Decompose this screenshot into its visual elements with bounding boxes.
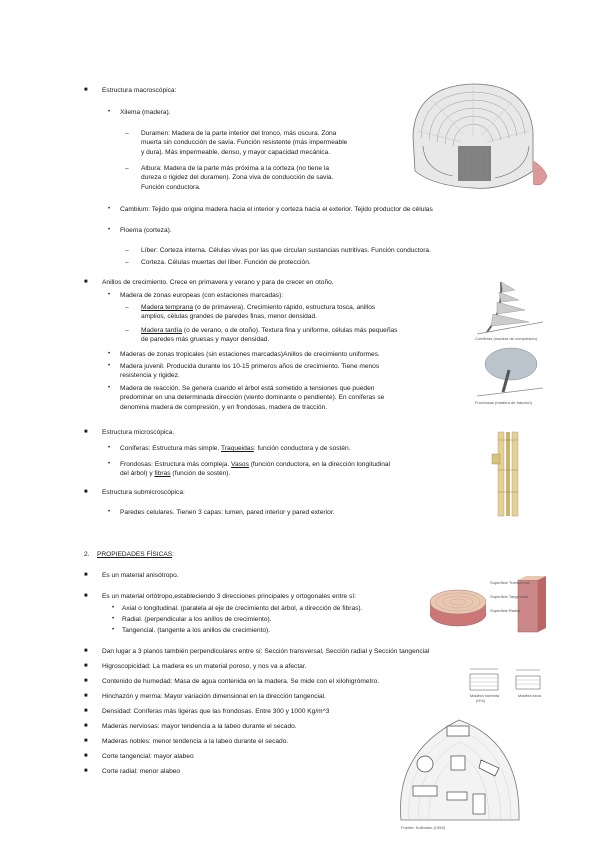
bullet: ■ bbox=[84, 648, 88, 654]
item-tangencial: Tangencial. (tangente a los anillos de crecimiento). bbox=[122, 627, 271, 634]
bullet: ■ bbox=[84, 663, 88, 669]
section-title: PROPIEDADES FÍSICAS: bbox=[97, 551, 174, 558]
bullet: ■ bbox=[84, 593, 88, 599]
item-nerviosas: Maderas nerviosas: mayor tendencia a la labeo durante el secado. bbox=[102, 723, 297, 730]
item-floema: Floema (corteza). bbox=[120, 227, 172, 234]
caption-madera-humeda: Madera húmeda bbox=[470, 693, 500, 698]
bullet: • bbox=[108, 109, 111, 115]
dash: – bbox=[125, 130, 129, 137]
log-disc-figure bbox=[428, 576, 550, 640]
shrinkage-figure bbox=[458, 664, 553, 708]
caption-transversal: Superficie Transversal bbox=[490, 580, 530, 585]
item-densidad: Densidad: Coníferas más ligeras que las frondosas. Entre 300 y 1000 Kg/m^3 bbox=[102, 708, 330, 715]
caption-madera-seca: Madera seca bbox=[518, 693, 542, 698]
temprana-text: Madera temprana (o de primavera). Crecimiento rápido, estructura tosca, anillos amplios, células grandes de paredes finas, menor densidad. bbox=[141, 304, 376, 321]
item-higro: Higroscopicidad: La madera es un material poroso, y nos va a afectar. bbox=[102, 663, 307, 670]
item-planos: Dan lugar a 3 planos también perpendiculares entre sí: Sección transversal, Sección radial y Sección tangencial bbox=[102, 648, 430, 655]
caption-coniferas: Coníferas (madera de compresión) bbox=[475, 336, 538, 341]
liber-text: Líber: Corteza interna. Células vivas por las que circulan sustancias nutritivas. Función conductora. bbox=[141, 247, 431, 254]
item-paredes: Paredes celulares. Tienen 3 capas: lumen, pared interior y pared exterior. bbox=[120, 509, 335, 516]
item-frondosas: Frondosas: Estructura más compleja. Vasos (función conductora, en la dirección longitudinal del árbol) y fibras (función de sostén). bbox=[120, 461, 391, 478]
bullet: ■ bbox=[84, 708, 88, 714]
item-tropicales: Maderas de zonas tropicales (sin estaciones marcadas)Anillos de crecimiento uniformes. bbox=[120, 351, 380, 358]
item-axial: Axial o longitudinal. (paralela al eje de crecimiento del árbol, a dirección de fibras). bbox=[122, 605, 363, 612]
bullet: • bbox=[112, 627, 115, 633]
bullet: • bbox=[108, 292, 111, 298]
item-radial: Radial. (perpendicular a los anillos de crecimiento). bbox=[122, 616, 272, 623]
item-coniferas: Coníferas: Estructura más simple. Traqueidas: función conductora y de sostén. bbox=[120, 445, 351, 452]
bullet: • bbox=[112, 605, 115, 611]
bullet: ■ bbox=[84, 572, 88, 578]
item-anillos: Anillos de crecimiento. Crece en primavera y verano y para de crecer en otoño. bbox=[102, 279, 334, 286]
heading-microscopic: Estructura microscópica. bbox=[102, 429, 175, 436]
item-cambium: Cambium: Tejido que origina madera hacia el interior y corteza hacia el exterior. Tejido productor de células bbox=[120, 206, 433, 213]
corteza-text: Corteza. Células muertas del líber. Función de protección. bbox=[141, 259, 311, 266]
item-ortotropo: Es un material ortótropo,estableciendo 3 direcciones principales y ortogonales entre sí: bbox=[102, 593, 357, 600]
item-xilema: Xilema (madera). bbox=[120, 109, 171, 116]
conifer-figure bbox=[473, 272, 548, 344]
caption-madera-humeda-pct: (H%) bbox=[476, 698, 486, 703]
item-humedad: Contenido de humedad: Masa de agua contenida en la madera. Se mide con el xilohigrómetro. bbox=[102, 678, 380, 685]
duramen-text: Duramen: Madera de la parte interior del tronco, más oscura. Zona muerta sin conducción de savia. Función resistente (más impermeable y dura). Más impermeable, denso, y mayor capacidad mecánica. bbox=[141, 130, 348, 156]
albura-text: Albura: Madera de la parte más próxima a la corteza (no tiene la dureza o rigidez del duramen). Zona viva de conducción de savia. Función conductora. bbox=[141, 165, 334, 191]
item-europeas: Madera de zonas europeas (con estaciones marcadas): bbox=[120, 292, 284, 299]
bullet: ■ bbox=[84, 489, 88, 495]
item-reaccion: Madera de reacción. Se genera cuando el árbol está sometido a tensiones que pueden predominar en una determinada dirección (viento dominante o pendiente). En coníferas se denomina madera de compresión, y en frondosas, madera de tracción. bbox=[120, 385, 385, 411]
dash: – bbox=[125, 304, 129, 311]
bullet: ■ bbox=[84, 753, 88, 759]
bullet: • bbox=[108, 227, 111, 233]
bullet: ■ bbox=[84, 693, 88, 699]
bullet: • bbox=[108, 363, 111, 369]
bullet: ■ bbox=[84, 768, 88, 774]
tardia-text: Madera tardía (o de verano, o de otoño). Textura fina y uniforme, células más pequeñas de paredes más gruesas y mayor densidad. bbox=[141, 327, 398, 344]
caption-frondosas: Frondosas (madera de tracción) bbox=[475, 400, 532, 405]
section-number: 2. bbox=[84, 551, 90, 558]
heading-submicroscopic: Estructura submicroscópica: bbox=[102, 489, 185, 496]
bullet: ■ bbox=[84, 738, 88, 744]
bullet: • bbox=[108, 509, 111, 515]
caption-tangencial: Superficie Tangencial bbox=[490, 594, 528, 599]
heading-macroscopic: Estructura macroscópica: bbox=[102, 87, 177, 94]
dash: – bbox=[125, 259, 129, 266]
bullet: • bbox=[112, 616, 115, 622]
bullet: ■ bbox=[84, 279, 88, 285]
bullet: ■ bbox=[84, 429, 88, 435]
item-corte-radial: Corte radial: menor alabeo bbox=[102, 768, 181, 775]
bullet: ■ bbox=[84, 678, 88, 684]
item-anisotropo: Es un material anisótropo. bbox=[102, 572, 179, 579]
log-cross-section-figure bbox=[393, 712, 525, 832]
item-nobles: Maderas nobles: menor tendencia a la labeo durante el secado. bbox=[102, 738, 289, 745]
dash: – bbox=[125, 247, 129, 254]
caption-fuente: Fuente: Kollmann (1959) bbox=[401, 825, 446, 830]
bullet: • bbox=[108, 445, 111, 451]
item-hinchazon: Hinchazón y merma: Mayor variación dimensional en la dirección tangencial. bbox=[102, 693, 326, 700]
item-juvenil: Madera juvenil. Producida durante los 10-15 primeros años de crecimiento. Tiene menos resistencia y rigidez. bbox=[120, 363, 380, 380]
bullet: • bbox=[108, 461, 111, 467]
wood-fibers-figure bbox=[488, 430, 528, 518]
broadleaf-figure bbox=[473, 344, 548, 406]
dash: – bbox=[125, 327, 129, 334]
bullet: ■ bbox=[84, 87, 88, 93]
bullet: • bbox=[108, 351, 111, 357]
bullet: • bbox=[108, 385, 111, 391]
bullet: • bbox=[108, 206, 111, 212]
bullet: ■ bbox=[84, 723, 88, 729]
dash: – bbox=[125, 165, 129, 172]
trunk-section-figure bbox=[403, 76, 548, 196]
caption-radial: Superficie Radial bbox=[490, 608, 521, 613]
item-corte-tangencial: Corte tangencial: mayor alabeo bbox=[102, 753, 194, 760]
